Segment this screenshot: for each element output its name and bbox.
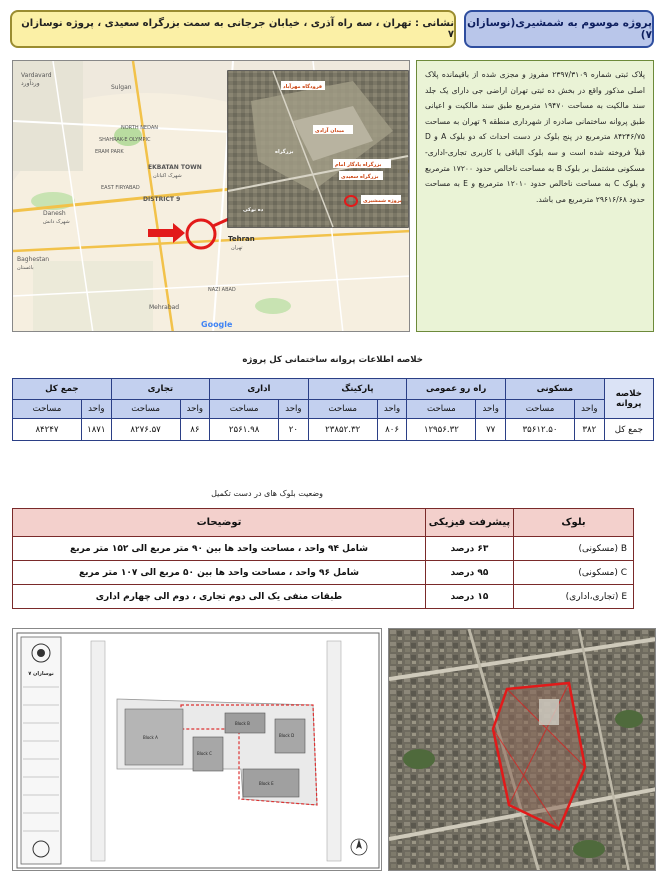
map-label-11: NAZI ABAD — [208, 287, 236, 293]
license-cell: ۳۵۶۱۲.۵۰ — [506, 419, 575, 441]
project-title-text: پروژه موسوم به شمشیری(نوسازان ۷) — [467, 17, 652, 41]
aerial-photo — [388, 628, 656, 871]
aerial-photo-svg — [389, 629, 656, 871]
license-unit-header: واحد — [279, 400, 309, 419]
block-progress: ۱۵ درصد — [426, 585, 514, 609]
block-note: شامل ۹۶ واحد ، مساحت واحد ها بین ۵۰ مربع الی ۱۰۷ متر مربع — [13, 561, 426, 585]
map-label-10-sub: تهران — [231, 245, 243, 251]
map-label-9: Baghestan — [17, 256, 50, 263]
license-unit-header: واحد — [476, 400, 506, 419]
license-area-header: مساحت — [407, 400, 476, 419]
inset-label-1: فرودگاه مهرآباد — [283, 84, 323, 90]
inset-label-6: ده نوکی — [243, 207, 264, 213]
map-label-7: Danesh — [43, 210, 66, 217]
location-map — [12, 60, 410, 332]
plan-block-e-label: Block E — [259, 781, 274, 786]
site-plan-drawing — [12, 628, 382, 871]
license-summary-table — [12, 378, 654, 441]
blocks-status-table — [12, 508, 634, 609]
license-unit-header: واحد — [575, 400, 605, 419]
map-label-10: Tehran — [228, 235, 255, 243]
map-label-5: EKBATAN TOWN — [148, 164, 202, 171]
plan-block-a-label: Block A — [143, 735, 158, 740]
map-label-0: Vardavard — [21, 72, 52, 79]
license-group-corridor: راه رو عمومی — [407, 379, 506, 400]
table-row — [13, 537, 634, 561]
license-cell: ۷۷ — [476, 419, 506, 441]
map-label-5-sub: شهرک اکباتان — [153, 173, 182, 179]
license-unit-header: واحد — [180, 400, 210, 419]
block-progress: ۶۳ درصد — [426, 537, 514, 561]
license-cell: ۸۲۷۶.۵۷ — [111, 419, 180, 441]
map-label-1: Sulgan — [111, 84, 132, 91]
license-cell: ۸۰۶ — [377, 419, 407, 441]
license-area-header: مساحت — [506, 400, 575, 419]
project-address — [10, 10, 456, 48]
inset-label-3: بزرگراه سعیدی — [341, 174, 379, 180]
blocks-header-notes: توضیحات — [13, 509, 426, 537]
map-label-3: SHAHRAK-E OLYMPIC — [99, 137, 151, 143]
license-group-commercial: تجاری — [111, 379, 210, 400]
map-label-4: ERAM PARK — [95, 149, 124, 155]
inset-label-2: بزرگراه یادگار امام — [335, 162, 382, 168]
license-group-residential: مسکونی — [506, 379, 605, 400]
license-cell: ۱۲۹۵۶.۳۲ — [407, 419, 476, 441]
project-description — [416, 60, 654, 332]
inset-label-4: پروژه شمشیری — [363, 198, 402, 204]
table-row — [13, 419, 654, 441]
plan-block-c-label: Block C — [197, 751, 212, 756]
plan-block-d-label: Block D — [279, 733, 295, 738]
blocks-table-title: وضعیت بلوک های در دست تکمیل — [211, 489, 323, 498]
map-label-2: NORTH NEDAN — [121, 125, 159, 131]
project-description-text: پلاک ثبتی شماره ۲۳۹۷/۳۱۰۹ مفروز و مجزی شده از باقیمانده پلاک اصلی مذکور واقع در بخش ده ثبتی تهران اراضی جی دارای یک جلد سند مالکیت به مساحت ۱۹۴۷۰ مترمربع طبق سند مالکیت و اعیانی طبق پروانه ساختمانی صادره از شهرداری منطقه ۹ تهران به مساحت ۸۴۲۴۶/۷۵ مترمربع در پنج بلوک در دست احداث که دو بلوک A و D قبلاً فروخته شده است و سه بلوک الباقی با کاربری تجاری-اداری-مسکونی مشتمل بر بلوک B به مساحت ناخالص حدود ۱۷۲۰۰ مترمربع و بلوک C به مساحت ناخالص حدود ۱۲۰۱۰ مترمربع و E به مساحت حدود ۲۹۶۱۶/۶۸ مترمربع می باشد. — [425, 70, 646, 204]
plan-title: نوسازان ۷ — [28, 671, 54, 677]
block-name: E (تجاری،اداری) — [514, 585, 634, 609]
location-map-svg — [13, 61, 410, 332]
license-group-total: جمع کل — [13, 379, 112, 400]
license-group-office: اداری — [210, 379, 309, 400]
blocks-header-block: بلوک — [514, 509, 634, 537]
license-area-header: مساحت — [308, 400, 377, 419]
map-label-7-sub: شهرک دانش — [43, 219, 70, 225]
map-label-0-sub: وردآورد — [21, 80, 40, 87]
project-address-text: نشانی : تهران ، سه راه آذری ، خیابان جرجانی به سمت بزرگراه سعیدی ، پروژه نوسازان ۷ — [21, 18, 454, 40]
project-title — [464, 10, 654, 48]
site-plan-svg — [13, 629, 382, 871]
license-cell: ۲۵۶۱.۹۸ — [210, 419, 279, 441]
map-label-9-sub: باغستان — [17, 265, 34, 271]
license-summary-header: خلاصه پروانه — [604, 379, 653, 419]
license-unit-header: واحد — [377, 400, 407, 419]
license-row-label: جمع کل — [604, 419, 653, 441]
license-cell: ۱۸۷۱ — [81, 419, 111, 441]
license-area-header: مساحت — [111, 400, 180, 419]
plan-block-b-label: Block B — [235, 721, 250, 726]
block-progress: ۹۵ درصد — [426, 561, 514, 585]
license-unit-header: واحد — [81, 400, 111, 419]
map-label-6: EAST FIRYABAD — [101, 185, 140, 191]
license-area-header: مساحت — [13, 400, 82, 419]
license-area-header: مساحت — [210, 400, 279, 419]
block-name: C (مسکونی) — [514, 561, 634, 585]
google-logo: Google — [201, 320, 233, 329]
map-label-12: Mehrabad — [149, 304, 180, 311]
license-cell: ۳۸۲ — [575, 419, 605, 441]
license-cell: ۸۶ — [180, 419, 210, 441]
table-row — [13, 561, 634, 585]
block-name: B (مسکونی) — [514, 537, 634, 561]
license-cell: ۸۴۲۴۷ — [13, 419, 82, 441]
inset-label-0: میدان آزادی — [315, 128, 345, 134]
blocks-header-progress: پیشرفت فیزیکی — [426, 509, 514, 537]
table-row — [13, 585, 634, 609]
license-group-parking: پارکینگ — [308, 379, 407, 400]
map-label-8: DISTRICT 9 — [143, 196, 181, 203]
license-cell: ۲۳۸۵۲.۳۲ — [308, 419, 377, 441]
block-note: شامل ۹۴ واحد ، مساحت واحد ها بین ۹۰ متر مربع الی ۱۵۲ متر مربع — [13, 537, 426, 561]
license-cell: ۲۰ — [279, 419, 309, 441]
inset-satellite-image — [228, 71, 408, 227]
block-note: طبقات منفی یک الی دوم تجاری ، دوم الی چهارم اداری — [13, 585, 426, 609]
inset-label-5: بزرگراه — [275, 149, 294, 155]
license-table-title: خلاصه اطلاعات پروانه ساختمانی کل پروژه — [242, 355, 423, 365]
